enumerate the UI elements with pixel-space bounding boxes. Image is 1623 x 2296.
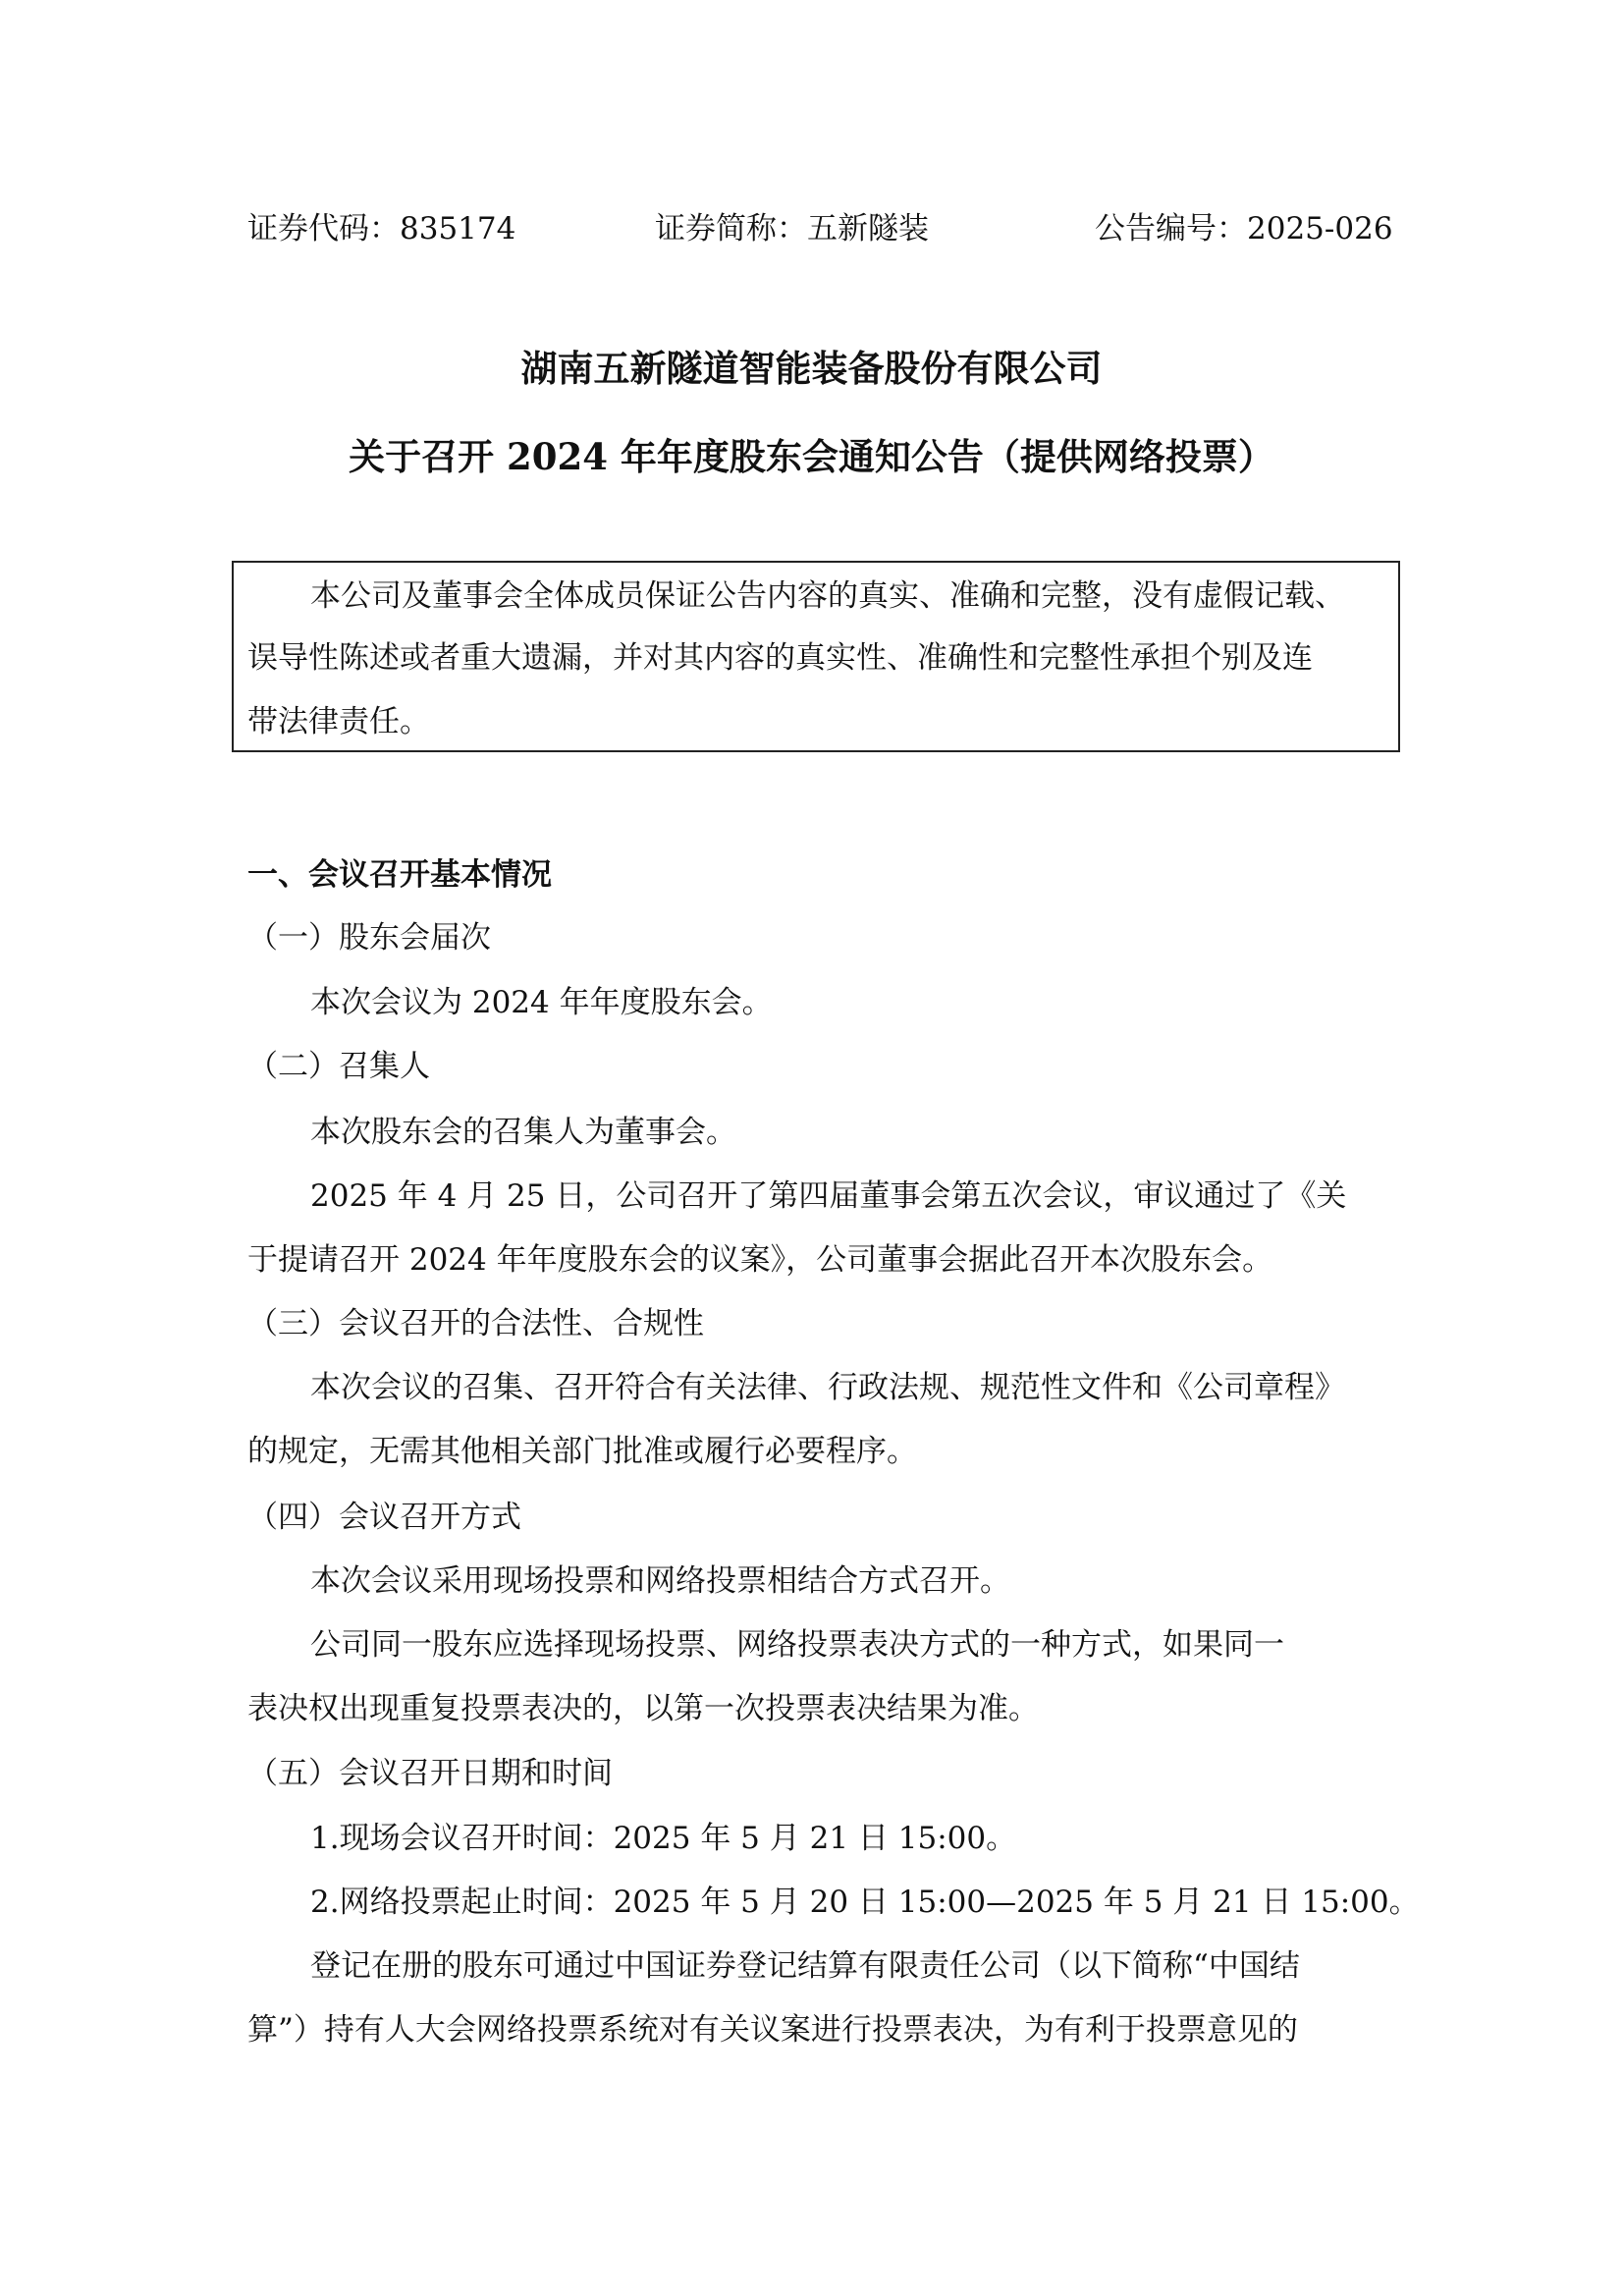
subheading-4: （四）会议召开方式	[247, 1500, 521, 1535]
company-title: 湖南五新隧道智能装备股份有限公司	[520, 347, 1103, 390]
paragraph: 公司同一股东应选择现场投票、网络投票表决方式的一种方式，如果同一	[310, 1627, 1284, 1663]
paragraph: 本次股东会的召集人为董事会。	[310, 1115, 736, 1150]
paragraph: 的规定，无需其他相关部门批准或履行必要程序。	[247, 1434, 917, 1469]
notice-title: 关于召开 2024 年年度股东会通知公告（提供网络投票）	[349, 435, 1274, 478]
paragraph: 本次会议为 2024 年年度股东会。	[310, 985, 773, 1020]
subheading-3: （三）会议召开的合法性、合规性	[247, 1306, 704, 1341]
paragraph: 算”）持有人大会网络投票系统对有关议案进行投票表决，为有利于投票意见的	[247, 2012, 1298, 2048]
statement-line-2: 误导性陈述或者重大遗漏，并对其内容的真实性、准确性和完整性承担个别及连	[247, 640, 1313, 676]
statement-line-3: 带法律责任。	[247, 704, 430, 739]
statement-line-1: 本公司及董事会全体成员保证公告内容的真实、准确和完整，没有虚假记载、	[310, 578, 1345, 614]
security-short-name: 证券简称：五新隧装	[655, 211, 929, 246]
paragraph: 本次会议的召集、召开符合有关法律、行政法规、规范性文件和《公司章程》	[310, 1370, 1345, 1405]
security-code: 证券代码：835174	[247, 211, 516, 246]
paragraph: 登记在册的股东可通过中国证券登记结算有限责任公司（以下简称“中国结	[310, 1948, 1300, 1984]
subheading-1: （一）股东会届次	[247, 920, 491, 956]
notice-number: 公告编号：2025-026	[1095, 211, 1393, 246]
subheading-2: （二）召集人	[247, 1049, 430, 1084]
subheading-5: （五）会议召开日期和时间	[247, 1756, 613, 1791]
section-heading-1: 一、会议召开基本情况	[247, 857, 552, 893]
paragraph: 1.现场会议召开时间：2025 年 5 月 21 日 15:00。	[310, 1821, 1017, 1856]
paragraph: 2.网络投票起止时间：2025 年 5 月 20 日 15:00—2025 年 5 月 21 日 15:00。	[310, 1885, 1420, 1920]
paragraph: 表决权出现重复投票表决的，以第一次投票表决结果为准。	[247, 1691, 1039, 1726]
paragraph: 2025 年 4 月 25 日，公司召开了第四届董事会第五次会议，审议通过了《关	[310, 1178, 1347, 1214]
paragraph: 于提请召开 2024 年年度股东会的议案》，公司董事会据此召开本次股东会。	[247, 1242, 1273, 1278]
paragraph: 本次会议采用现场投票和网络投票相结合方式召开。	[310, 1563, 1010, 1599]
